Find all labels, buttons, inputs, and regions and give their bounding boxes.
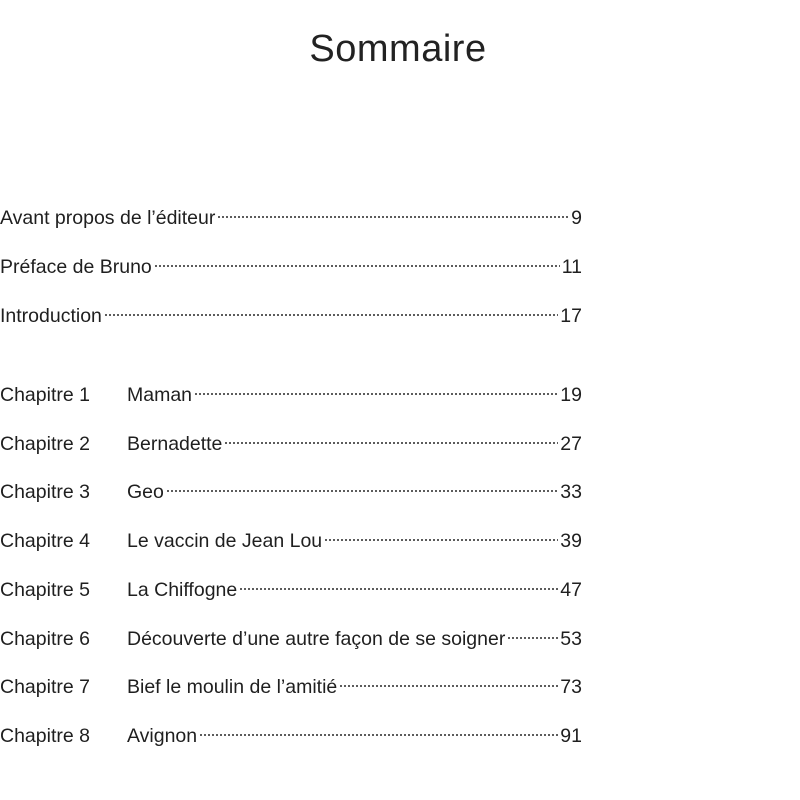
entry-title: Préface de Bruno (0, 256, 152, 278)
toc-entry-front-2 (0, 256, 582, 282)
chapter-label: Chapitre 3 (0, 481, 90, 503)
dot-leader (154, 263, 560, 269)
dot-leader (194, 391, 558, 397)
chapter-label: Chapitre 1 (0, 384, 90, 406)
dot-leader (104, 312, 558, 318)
entry-title: Introduction (0, 305, 102, 327)
toc-entry-chapter-2 (0, 433, 582, 459)
entry-title: Bief le moulin de l’amitié (127, 676, 338, 698)
toc-entry-chapter-7 (0, 676, 582, 702)
dot-leader (199, 732, 558, 738)
page-number: 27 (560, 433, 582, 455)
page-number: 53 (560, 628, 582, 650)
toc-entry-chapter-3 (0, 481, 582, 507)
page-title: Sommaire (309, 28, 487, 70)
toc-entry-chapter-6 (0, 628, 582, 654)
chapter-label: Chapitre 7 (0, 676, 90, 698)
dot-leader (166, 488, 558, 494)
page-number: 11 (561, 256, 582, 278)
chapter-label: Chapitre 6 (0, 628, 90, 650)
toc-entry-chapter-5 (0, 579, 582, 605)
dot-leader (339, 683, 558, 689)
entry-title: Geo (127, 481, 164, 503)
toc-entry-front-3 (0, 305, 582, 331)
toc-entry-chapter-4 (0, 530, 582, 556)
page-number: 39 (560, 530, 582, 552)
chapter-label: Chapitre 5 (0, 579, 90, 601)
chapter-label: Chapitre 4 (0, 530, 90, 552)
toc-entry-chapter-8 (0, 725, 582, 751)
dot-leader (324, 537, 558, 543)
chapter-label: Chapitre 8 (0, 725, 90, 747)
page-number: 47 (560, 579, 582, 601)
page-number: 19 (560, 384, 582, 406)
page-number: 33 (560, 481, 582, 503)
entry-title: Bernadette (127, 433, 223, 455)
dot-leader (217, 214, 569, 220)
entry-title: Le vaccin de Jean Lou (127, 530, 323, 552)
chapter-label: Chapitre 2 (0, 433, 90, 455)
page-number: 73 (560, 676, 582, 698)
toc-entry-chapter-1 (0, 384, 582, 410)
entry-title: Découverte d’une autre façon de se soigner (127, 628, 506, 650)
dot-leader (224, 440, 558, 446)
dot-leader (507, 635, 558, 641)
page-number: 91 (560, 725, 582, 747)
dot-leader (239, 586, 558, 592)
page-number: 9 (571, 207, 582, 229)
entry-title: Maman (127, 384, 193, 406)
entry-title: Avignon (127, 725, 198, 747)
page-number: 17 (560, 305, 582, 327)
toc-entry-front-1 (0, 207, 582, 233)
entry-title: Avant propos de l’éditeur (0, 207, 216, 229)
entry-title: La Chiffogne (127, 579, 238, 601)
